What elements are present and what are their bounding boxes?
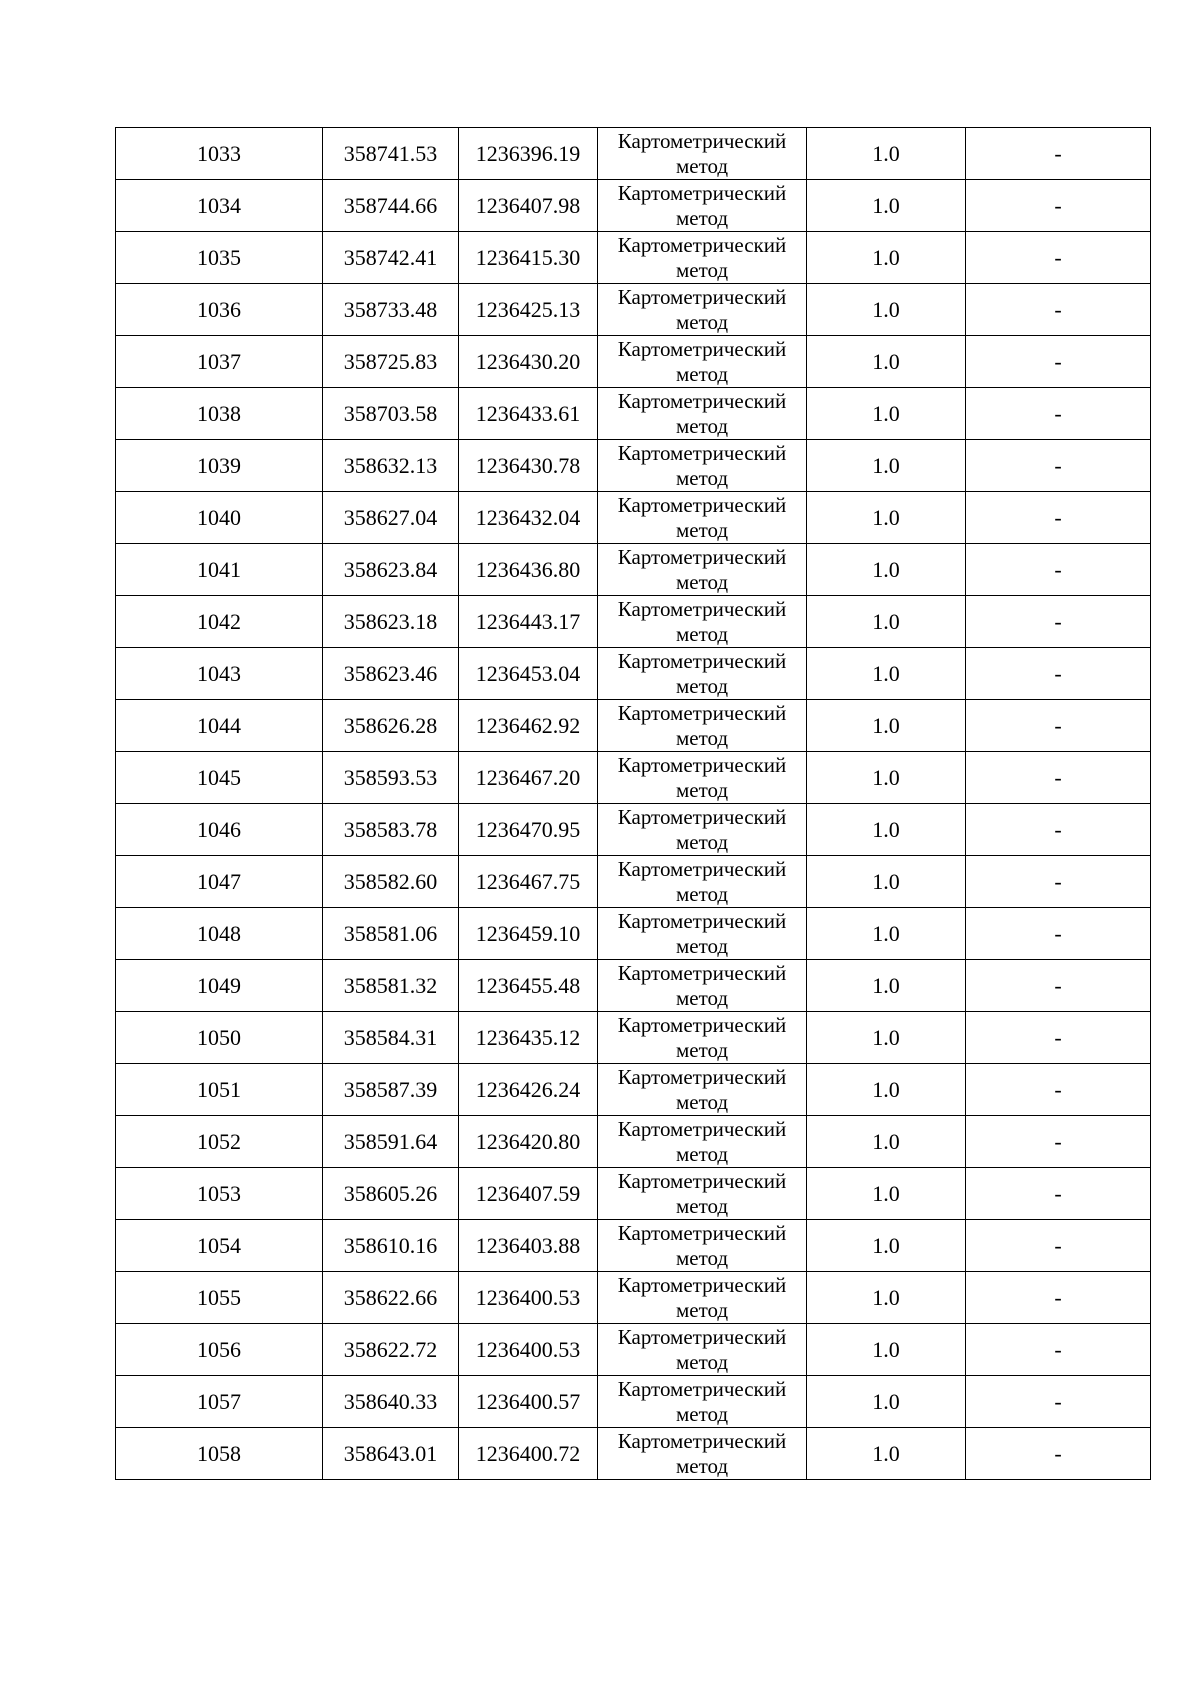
description-cell: - [966, 1064, 1151, 1116]
y-coordinate-cell: 1236467.75 [459, 856, 598, 908]
table-row [116, 596, 1151, 648]
y-coordinate-cell: 1236425.13 [459, 284, 598, 336]
method-cell [598, 544, 807, 596]
method-line-1: Картометрический [617, 648, 787, 673]
point-number-cell: 1041 [116, 544, 323, 596]
x-coordinate-cell: 358605.26 [323, 1168, 459, 1220]
y-coordinate-cell: 1236403.88 [459, 1220, 598, 1272]
y-coordinate-cell: 1236400.57 [459, 1376, 598, 1428]
table-row [116, 544, 1151, 596]
description-cell: - [966, 1012, 1151, 1064]
x-coordinate-cell: 358583.78 [323, 804, 459, 856]
method-line-2: метод [675, 1037, 729, 1062]
method-line-1: Картометрический [617, 336, 787, 361]
method-line-2: метод [675, 933, 729, 958]
x-coordinate-cell: 358626.28 [323, 700, 459, 752]
table-row [116, 284, 1151, 336]
method-cell [598, 180, 807, 232]
description-cell: - [966, 492, 1151, 544]
method-cell [598, 856, 807, 908]
y-coordinate-cell: 1236432.04 [459, 492, 598, 544]
point-number-cell: 1046 [116, 804, 323, 856]
x-coordinate-cell: 358741.53 [323, 128, 459, 180]
method-line-1: Картометрический [617, 1012, 787, 1037]
method-cell [598, 648, 807, 700]
method-line-1: Картометрический [617, 1116, 787, 1141]
method-line-2: метод [675, 569, 729, 594]
description-cell: - [966, 1168, 1151, 1220]
table-row [116, 1428, 1151, 1480]
x-coordinate-cell: 358587.39 [323, 1064, 459, 1116]
method-line-1: Картометрический [617, 1064, 787, 1089]
method-cell [598, 336, 807, 388]
method-line-2: метод [675, 777, 729, 802]
method-line-2: метод [675, 1089, 729, 1114]
method-cell [598, 1376, 807, 1428]
method-line-2: метод [675, 205, 729, 230]
description-cell: - [966, 752, 1151, 804]
method-cell [598, 700, 807, 752]
x-coordinate-cell: 358632.13 [323, 440, 459, 492]
x-coordinate-cell: 358643.01 [323, 1428, 459, 1480]
method-line-2: метод [675, 309, 729, 334]
coordinates-table [115, 127, 1151, 1480]
point-number-cell: 1033 [116, 128, 323, 180]
method-line-2: метод [675, 881, 729, 906]
table-row [116, 1220, 1151, 1272]
table-row [116, 180, 1151, 232]
method-cell [598, 284, 807, 336]
x-coordinate-cell: 358622.66 [323, 1272, 459, 1324]
accuracy-cell: 1.0 [807, 1428, 966, 1480]
accuracy-cell: 1.0 [807, 596, 966, 648]
description-cell: - [966, 128, 1151, 180]
method-line-1: Картометрический [617, 856, 787, 881]
y-coordinate-cell: 1236459.10 [459, 908, 598, 960]
point-number-cell: 1044 [116, 700, 323, 752]
method-cell [598, 1272, 807, 1324]
method-line-1: Картометрический [617, 440, 787, 465]
point-number-cell: 1056 [116, 1324, 323, 1376]
method-cell [598, 492, 807, 544]
description-cell: - [966, 1272, 1151, 1324]
method-line-2: метод [675, 673, 729, 698]
table-row [116, 388, 1151, 440]
y-coordinate-cell: 1236415.30 [459, 232, 598, 284]
y-coordinate-cell: 1236400.72 [459, 1428, 598, 1480]
y-coordinate-cell: 1236470.95 [459, 804, 598, 856]
point-number-cell: 1053 [116, 1168, 323, 1220]
method-line-1: Картометрический [617, 544, 787, 569]
table-row [116, 752, 1151, 804]
point-number-cell: 1058 [116, 1428, 323, 1480]
method-cell [598, 1116, 807, 1168]
point-number-cell: 1036 [116, 284, 323, 336]
method-line-2: метод [675, 517, 729, 542]
y-coordinate-cell: 1236453.04 [459, 648, 598, 700]
y-coordinate-cell: 1236433.61 [459, 388, 598, 440]
accuracy-cell: 1.0 [807, 856, 966, 908]
table-row [116, 1064, 1151, 1116]
point-number-cell: 1037 [116, 336, 323, 388]
method-cell [598, 128, 807, 180]
method-line-2: метод [675, 361, 729, 386]
method-cell [598, 1064, 807, 1116]
y-coordinate-cell: 1236436.80 [459, 544, 598, 596]
accuracy-cell: 1.0 [807, 1064, 966, 1116]
method-line-1: Картометрический [617, 960, 787, 985]
table-row [116, 128, 1151, 180]
method-line-2: метод [675, 829, 729, 854]
method-line-2: метод [675, 621, 729, 646]
table-row [116, 1012, 1151, 1064]
accuracy-cell: 1.0 [807, 1012, 966, 1064]
method-line-1: Картометрический [617, 1324, 787, 1349]
point-number-cell: 1039 [116, 440, 323, 492]
table-row [116, 804, 1151, 856]
point-number-cell: 1047 [116, 856, 323, 908]
accuracy-cell: 1.0 [807, 700, 966, 752]
x-coordinate-cell: 358744.66 [323, 180, 459, 232]
method-cell [598, 804, 807, 856]
method-line-2: метод [675, 1141, 729, 1166]
y-coordinate-cell: 1236462.92 [459, 700, 598, 752]
description-cell: - [966, 1376, 1151, 1428]
method-line-1: Картометрический [617, 804, 787, 829]
y-coordinate-cell: 1236435.12 [459, 1012, 598, 1064]
point-number-cell: 1055 [116, 1272, 323, 1324]
x-coordinate-cell: 358623.46 [323, 648, 459, 700]
accuracy-cell: 1.0 [807, 1272, 966, 1324]
method-line-1: Картометрический [617, 180, 787, 205]
accuracy-cell: 1.0 [807, 960, 966, 1012]
method-line-1: Картометрический [617, 752, 787, 777]
accuracy-cell: 1.0 [807, 232, 966, 284]
description-cell: - [966, 856, 1151, 908]
y-coordinate-cell: 1236430.78 [459, 440, 598, 492]
accuracy-cell: 1.0 [807, 908, 966, 960]
table-row [116, 700, 1151, 752]
y-coordinate-cell: 1236443.17 [459, 596, 598, 648]
point-number-cell: 1049 [116, 960, 323, 1012]
method-line-1: Картометрический [617, 1428, 787, 1453]
x-coordinate-cell: 358593.53 [323, 752, 459, 804]
method-line-2: метод [675, 1193, 729, 1218]
method-line-1: Картометрический [617, 596, 787, 621]
table-row [116, 1272, 1151, 1324]
method-line-2: метод [675, 153, 729, 178]
table-row [116, 908, 1151, 960]
x-coordinate-cell: 358581.06 [323, 908, 459, 960]
point-number-cell: 1054 [116, 1220, 323, 1272]
accuracy-cell: 1.0 [807, 1324, 966, 1376]
table-row [116, 1376, 1151, 1428]
table-row [116, 336, 1151, 388]
method-line-2: метод [675, 1245, 729, 1270]
point-number-cell: 1048 [116, 908, 323, 960]
table-body [116, 128, 1151, 1480]
x-coordinate-cell: 358742.41 [323, 232, 459, 284]
table-row [116, 1168, 1151, 1220]
x-coordinate-cell: 358725.83 [323, 336, 459, 388]
method-line-1: Картометрический [617, 492, 787, 517]
accuracy-cell: 1.0 [807, 336, 966, 388]
accuracy-cell: 1.0 [807, 492, 966, 544]
point-number-cell: 1035 [116, 232, 323, 284]
description-cell: - [966, 700, 1151, 752]
method-cell [598, 1428, 807, 1480]
method-cell [598, 1168, 807, 1220]
method-line-1: Картометрический [617, 908, 787, 933]
description-cell: - [966, 336, 1151, 388]
method-line-2: метод [675, 1297, 729, 1322]
accuracy-cell: 1.0 [807, 440, 966, 492]
y-coordinate-cell: 1236420.80 [459, 1116, 598, 1168]
method-line-2: метод [675, 985, 729, 1010]
table-row [116, 856, 1151, 908]
accuracy-cell: 1.0 [807, 1220, 966, 1272]
method-line-1: Картометрический [617, 284, 787, 309]
method-line-1: Картометрический [617, 1168, 787, 1193]
description-cell: - [966, 804, 1151, 856]
table-row [116, 492, 1151, 544]
method-cell [598, 440, 807, 492]
method-line-1: Картометрический [617, 388, 787, 413]
x-coordinate-cell: 358582.60 [323, 856, 459, 908]
accuracy-cell: 1.0 [807, 128, 966, 180]
x-coordinate-cell: 358623.84 [323, 544, 459, 596]
y-coordinate-cell: 1236396.19 [459, 128, 598, 180]
y-coordinate-cell: 1236426.24 [459, 1064, 598, 1116]
accuracy-cell: 1.0 [807, 1376, 966, 1428]
x-coordinate-cell: 358610.16 [323, 1220, 459, 1272]
description-cell: - [966, 388, 1151, 440]
accuracy-cell: 1.0 [807, 648, 966, 700]
accuracy-cell: 1.0 [807, 752, 966, 804]
method-line-1: Картометрический [617, 1220, 787, 1245]
description-cell: - [966, 1428, 1151, 1480]
accuracy-cell: 1.0 [807, 804, 966, 856]
point-number-cell: 1040 [116, 492, 323, 544]
description-cell: - [966, 232, 1151, 284]
method-cell [598, 388, 807, 440]
y-coordinate-cell: 1236430.20 [459, 336, 598, 388]
method-line-2: метод [675, 465, 729, 490]
description-cell: - [966, 284, 1151, 336]
point-number-cell: 1045 [116, 752, 323, 804]
description-cell: - [966, 908, 1151, 960]
method-cell [598, 1012, 807, 1064]
accuracy-cell: 1.0 [807, 180, 966, 232]
point-number-cell: 1043 [116, 648, 323, 700]
point-number-cell: 1042 [116, 596, 323, 648]
method-cell [598, 1220, 807, 1272]
x-coordinate-cell: 358581.32 [323, 960, 459, 1012]
description-cell: - [966, 1220, 1151, 1272]
method-cell [598, 908, 807, 960]
x-coordinate-cell: 358591.64 [323, 1116, 459, 1168]
point-number-cell: 1057 [116, 1376, 323, 1428]
description-cell: - [966, 1116, 1151, 1168]
method-line-1: Картометрический [617, 232, 787, 257]
point-number-cell: 1052 [116, 1116, 323, 1168]
table-row [116, 960, 1151, 1012]
method-cell [598, 1324, 807, 1376]
method-line-2: метод [675, 413, 729, 438]
method-line-2: метод [675, 725, 729, 750]
point-number-cell: 1038 [116, 388, 323, 440]
accuracy-cell: 1.0 [807, 284, 966, 336]
x-coordinate-cell: 358733.48 [323, 284, 459, 336]
y-coordinate-cell: 1236455.48 [459, 960, 598, 1012]
description-cell: - [966, 544, 1151, 596]
method-line-1: Картометрический [617, 700, 787, 725]
point-number-cell: 1050 [116, 1012, 323, 1064]
accuracy-cell: 1.0 [807, 544, 966, 596]
description-cell: - [966, 1324, 1151, 1376]
y-coordinate-cell: 1236400.53 [459, 1324, 598, 1376]
y-coordinate-cell: 1236407.59 [459, 1168, 598, 1220]
x-coordinate-cell: 358640.33 [323, 1376, 459, 1428]
description-cell: - [966, 648, 1151, 700]
table-row [116, 232, 1151, 284]
accuracy-cell: 1.0 [807, 1116, 966, 1168]
x-coordinate-cell: 358623.18 [323, 596, 459, 648]
x-coordinate-cell: 358703.58 [323, 388, 459, 440]
method-cell [598, 752, 807, 804]
point-number-cell: 1051 [116, 1064, 323, 1116]
method-line-2: метод [675, 1453, 729, 1478]
method-line-1: Картометрический [617, 1376, 787, 1401]
y-coordinate-cell: 1236407.98 [459, 180, 598, 232]
x-coordinate-cell: 358584.31 [323, 1012, 459, 1064]
method-cell [598, 596, 807, 648]
description-cell: - [966, 960, 1151, 1012]
table-row [116, 1324, 1151, 1376]
method-line-1: Картометрический [617, 128, 787, 153]
method-cell [598, 960, 807, 1012]
method-line-2: метод [675, 1401, 729, 1426]
point-number-cell: 1034 [116, 180, 323, 232]
x-coordinate-cell: 358622.72 [323, 1324, 459, 1376]
accuracy-cell: 1.0 [807, 1168, 966, 1220]
x-coordinate-cell: 358627.04 [323, 492, 459, 544]
table-row [116, 1116, 1151, 1168]
accuracy-cell: 1.0 [807, 388, 966, 440]
table-row [116, 440, 1151, 492]
description-cell: - [966, 180, 1151, 232]
y-coordinate-cell: 1236400.53 [459, 1272, 598, 1324]
table-row [116, 648, 1151, 700]
method-line-1: Картометрический [617, 1272, 787, 1297]
method-cell [598, 232, 807, 284]
method-line-2: метод [675, 257, 729, 282]
description-cell: - [966, 440, 1151, 492]
description-cell: - [966, 596, 1151, 648]
y-coordinate-cell: 1236467.20 [459, 752, 598, 804]
method-line-2: метод [675, 1349, 729, 1374]
